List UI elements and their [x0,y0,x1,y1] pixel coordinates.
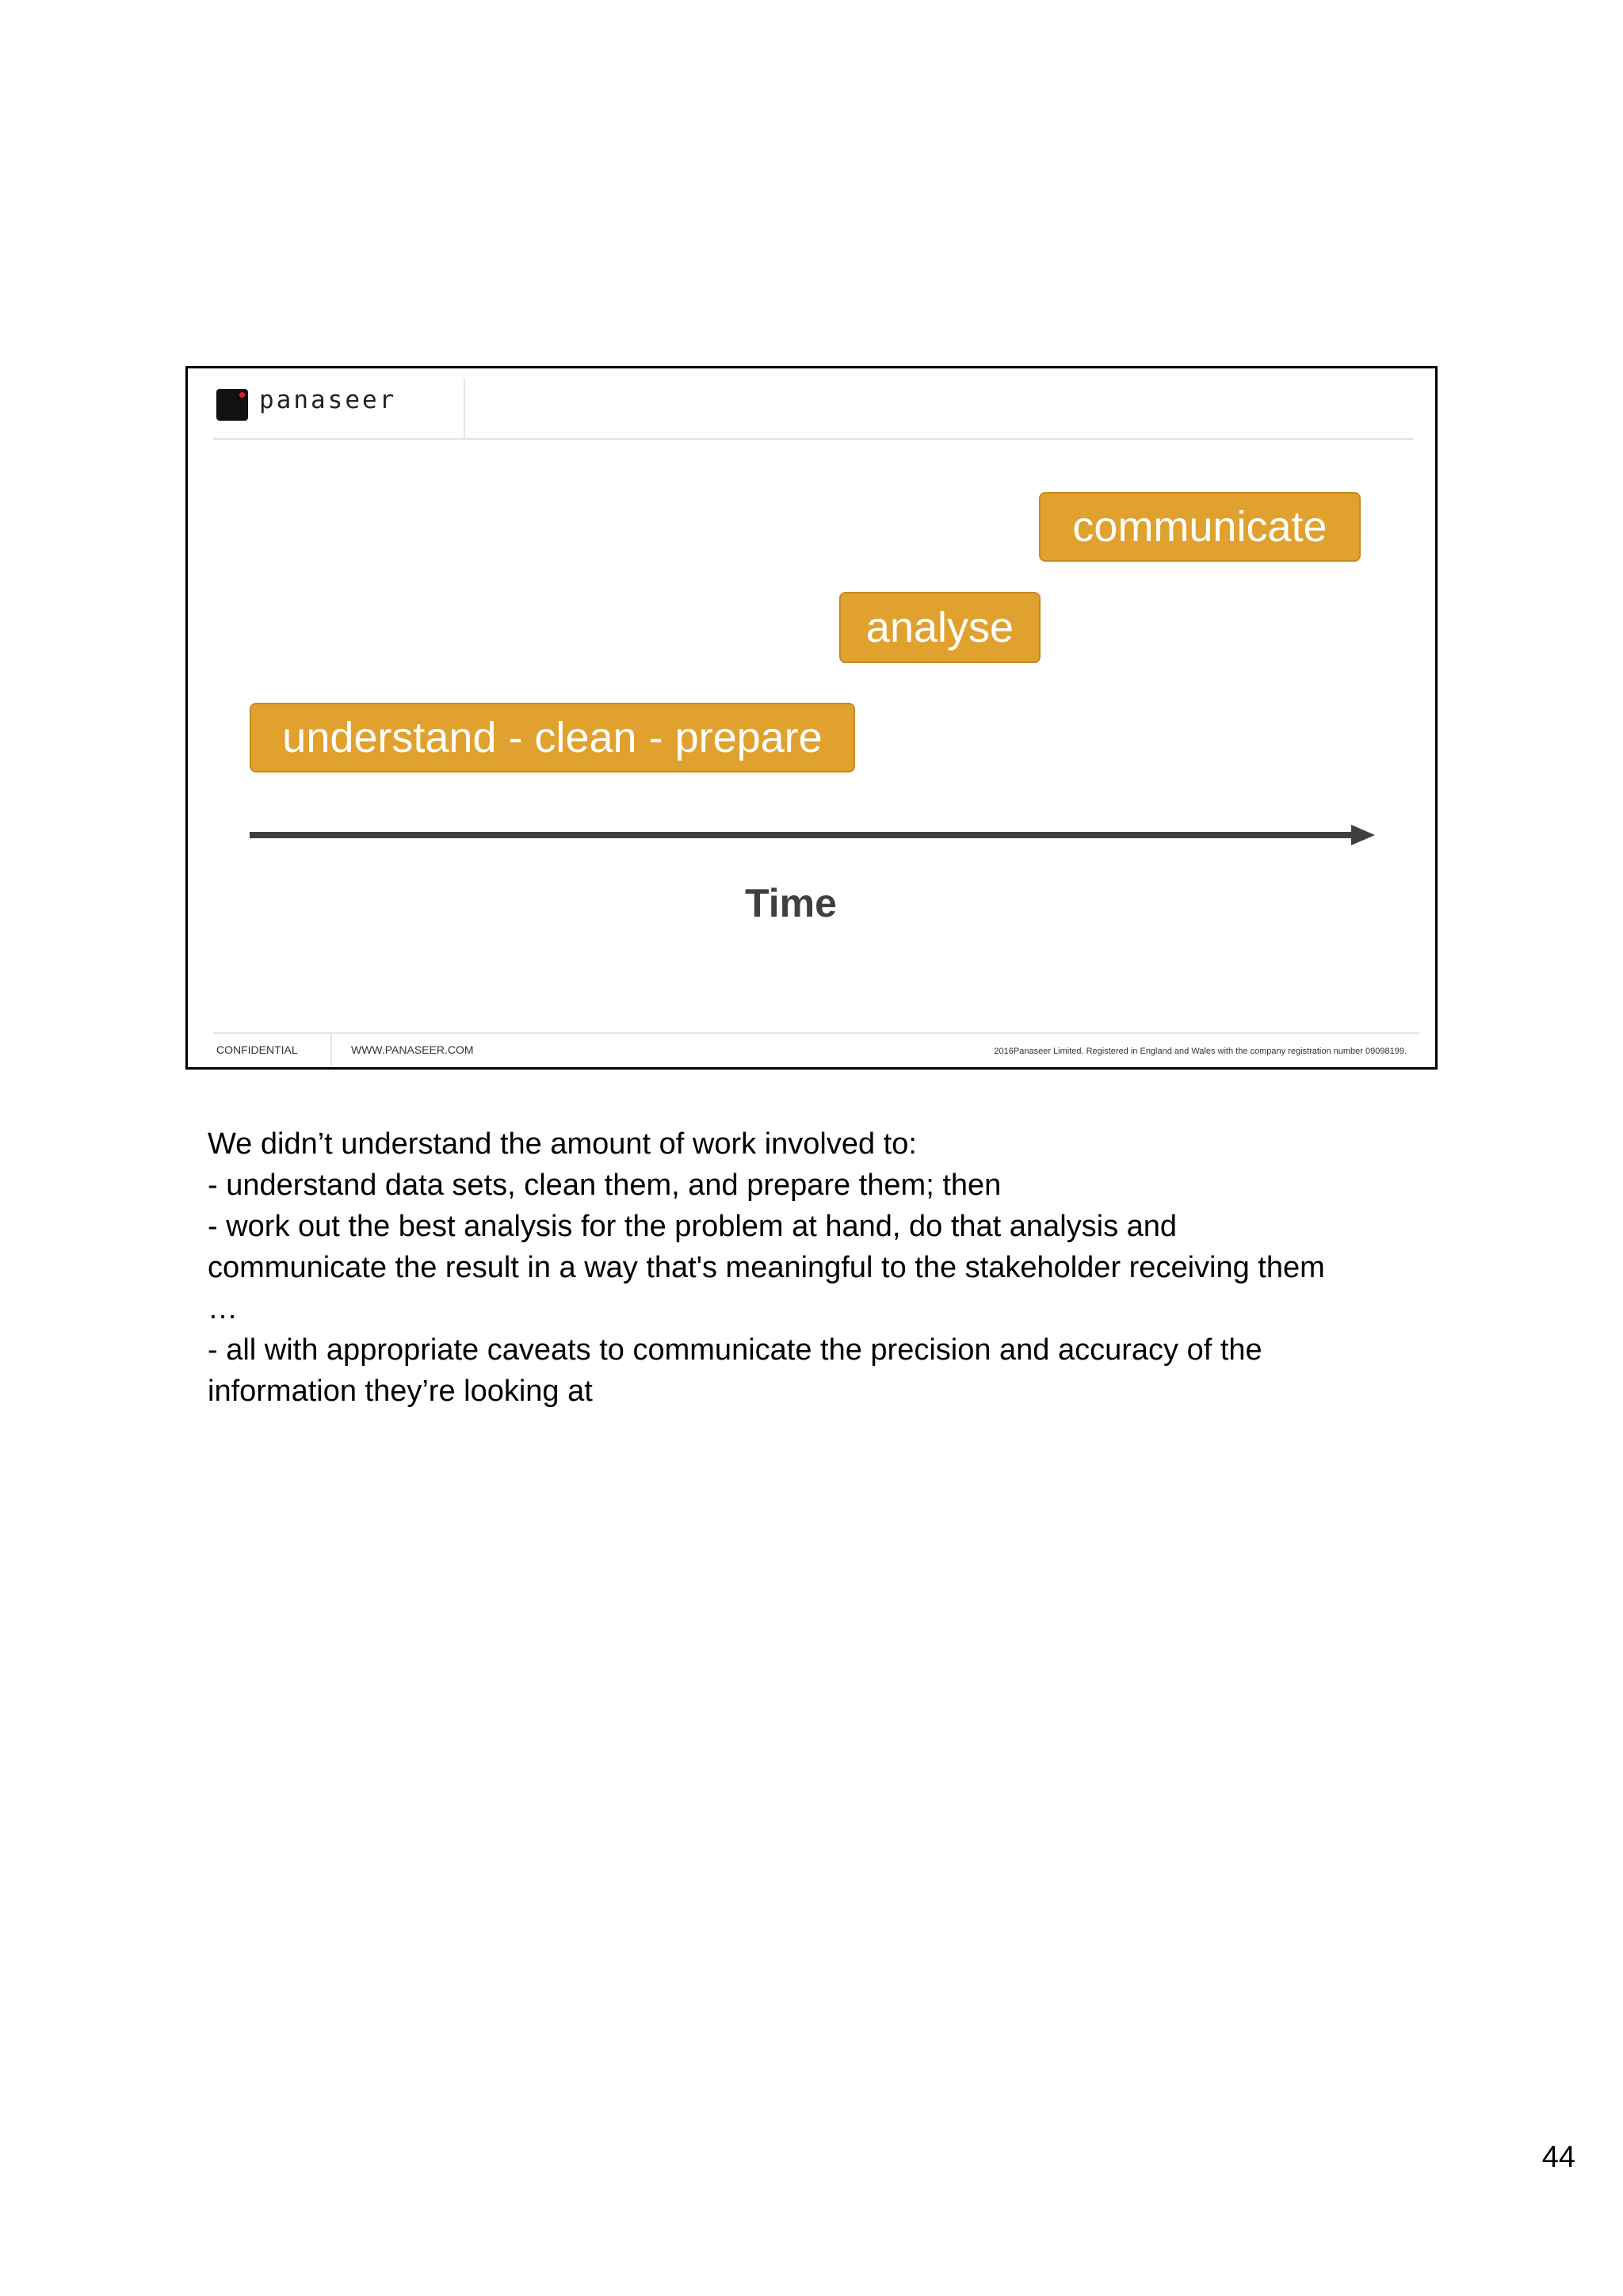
footer-legal: 2016Panaseer Limited. Registered in England and Wales with the company registration number 09098199. [994,1047,1407,1056]
notes-line: communicate the result in a way that's meaningful to the stakeholder receiving them [208,1251,1325,1284]
phase-communicate: communicate [1039,492,1361,562]
speaker-notes [208,1123,1476,1412]
footer-confidential: CONFIDENTIAL [216,1043,298,1056]
phase-analyse: analyse [839,592,1041,663]
header-rule [213,438,1413,440]
page-number: 44 [1541,2141,1575,2174]
phase-understand-clean-prepare: understand - clean - prepare [250,703,855,772]
panaseer-logo-icon [216,389,248,421]
notes-line: … [208,1292,238,1325]
notes-line: - all with appropriate caveats to communicate the precision and accuracy of the [208,1333,1262,1367]
footer-divider [330,1034,332,1066]
header-divider [464,378,465,440]
notes-line: - work out the best analysis for the problem at hand, do that analysis and [208,1210,1178,1243]
footer-website: WWW.PANASEER.COM [351,1043,474,1056]
footer-rule [213,1032,1419,1034]
notes-line: information they’re looking at [208,1375,593,1408]
time-axis-arrow [250,823,1375,847]
notes-line: We didn’t understand the amount of work involved to: [208,1127,917,1161]
time-axis-label: Time [745,881,837,925]
brand-name: panaseer [259,386,397,414]
notes-line: - understand data sets, clean them, and prepare them; then [208,1169,1002,1202]
slide [185,366,1438,1070]
